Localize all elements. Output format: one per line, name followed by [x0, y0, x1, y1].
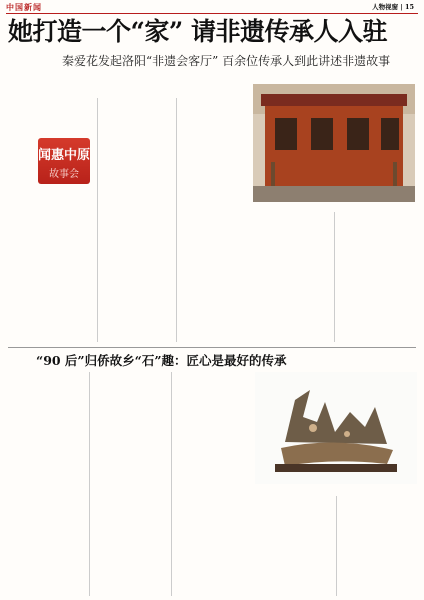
article1-col1-top — [8, 98, 94, 138]
article2-col1 — [8, 372, 86, 596]
section-label: 人物视窗 | 15 — [372, 3, 414, 11]
article1-col3 — [180, 98, 250, 342]
article2-col5 — [339, 496, 417, 596]
article1-col5 — [337, 212, 417, 342]
article1-col1-bottom — [8, 190, 94, 340]
article2-col4 — [255, 496, 333, 596]
headline: 她打造一个“家” 请非遗传承人入驻 — [8, 17, 387, 46]
subhead: 秦爱花发起洛阳“非遗会客厅” 百余位传承人到此讲述非遗故事 — [62, 54, 391, 68]
column-divider — [176, 98, 177, 342]
article1-col4 — [253, 212, 331, 342]
stone-artwork-illustration — [255, 372, 417, 484]
banner-subtitle: 故事会 — [49, 169, 79, 180]
article2-col3 — [174, 372, 252, 596]
photo-building — [253, 84, 415, 202]
photo-stone-artwork — [255, 372, 417, 484]
article2-col2 — [92, 372, 168, 596]
column-divider — [334, 212, 335, 342]
top-rule — [6, 13, 418, 14]
banner-logo: 闻惠中原 — [38, 148, 91, 163]
section-headline: “90 后”归侨故乡“石”趣：匠心是最好的传承 — [36, 353, 287, 368]
banner-graphic — [38, 138, 90, 184]
column-divider — [97, 98, 98, 342]
masthead-logo: 中国新闻 — [6, 2, 42, 12]
column-divider — [336, 496, 337, 596]
column-divider — [171, 372, 172, 596]
column-divider — [89, 372, 90, 596]
section-divider — [8, 347, 416, 348]
article1-col2 — [101, 98, 173, 342]
building-photo-illustration — [253, 84, 415, 202]
